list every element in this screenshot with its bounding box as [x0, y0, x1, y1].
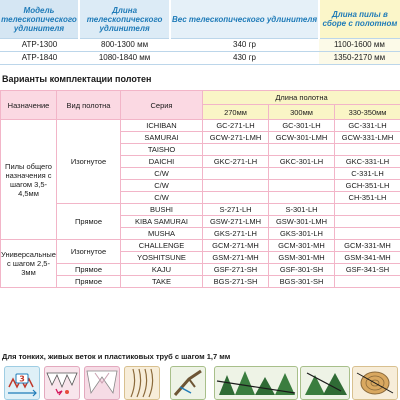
spec-header-weight: Вес телескопического удлинителя — [170, 0, 319, 39]
blade-type-cell: Прямое — [57, 264, 121, 276]
blade-code-cell: CH-351-LH — [335, 192, 400, 204]
spec-cell-model: ATP-1300 — [0, 39, 79, 52]
header-length-330: 330-350мм — [335, 105, 400, 120]
blade-code-cell — [269, 144, 335, 156]
pull-stroke-icon — [4, 366, 40, 400]
section-title: Варианты комплектации полотен — [2, 74, 152, 84]
header-blade-length: Длина полотна — [203, 91, 400, 105]
header-blade-type: Вид полотна — [57, 91, 121, 120]
blade-code-cell: GSM-301-MH — [269, 252, 335, 264]
blade-code-cell: GC-271-LH — [203, 120, 269, 132]
spec-cell-total-length: 1350-2170 мм — [319, 52, 400, 65]
spec-cell-total-length: 1100-1600 мм — [319, 39, 400, 52]
blade-code-cell: GCW-271-LMH — [203, 132, 269, 144]
blade-code-cell — [203, 180, 269, 192]
series-cell: YOSHITSUNE — [121, 252, 203, 264]
blade-code-cell: GSF-301-SH — [269, 264, 335, 276]
header-series: Серия — [121, 91, 203, 120]
spec-cell-length: 800-1300 мм — [79, 39, 170, 52]
spec-row — [0, 52, 400, 65]
series-cell: TAKE — [121, 276, 203, 288]
spec-cell-weight: 340 гр — [170, 39, 319, 52]
blade-code-cell: S-271-LH — [203, 204, 269, 216]
blade-code-cell — [335, 276, 400, 288]
blade-type-cell: Прямое — [57, 276, 121, 288]
blade-code-cell: GSW-271-LMH — [203, 216, 269, 228]
blade-code-cell — [203, 168, 269, 180]
pull-stroke-badge: 3 — [19, 374, 25, 384]
series-cell: C/W — [121, 180, 203, 192]
spec-header-model: Модель телескопического удлинителя — [0, 0, 79, 39]
series-cell: DAICHI — [121, 156, 203, 168]
spec-cell-model: ATP-1840 — [0, 52, 79, 65]
purpose-cell: Универсальные с шагом 2,5-3мм — [1, 240, 57, 288]
spec-cell-length: 1080-1840 мм — [79, 52, 170, 65]
header-purpose: Назначение — [1, 91, 57, 120]
blade-row — [1, 240, 400, 252]
series-cell: TAISHO — [121, 144, 203, 156]
branch-cut-icon — [170, 366, 206, 400]
purpose-cell: Пилы общего назначения с шагом 3,5-4,5мм — [1, 120, 57, 240]
blade-code-cell: GSF-271-SH — [203, 264, 269, 276]
blade-code-cell — [203, 192, 269, 204]
footnote: Для тонких, живых веток и пластиковых труб с шагом 1,7 мм — [2, 352, 231, 361]
blade-code-cell: GCM-301-MH — [269, 240, 335, 252]
blade-code-cell: GKC-331-LH — [335, 156, 400, 168]
blade-code-cell: S-301-LH — [269, 204, 335, 216]
series-cell: CHALLENGE — [121, 240, 203, 252]
extension-spec-table — [0, 0, 400, 65]
blade-code-cell: GSM-271-MH — [203, 252, 269, 264]
tooth-sparkle-icon — [44, 366, 80, 400]
blade-code-cell: GC-331-LH — [335, 120, 400, 132]
wood-grain-icon — [124, 366, 160, 400]
blade-code-cell: GKS-301-LH — [269, 228, 335, 240]
series-cell: MUSHA — [121, 228, 203, 240]
blade-code-cell — [269, 180, 335, 192]
spec-header-total-length: Длина пилы в сборе с полотном — [319, 0, 400, 39]
series-cell: SAMURAI — [121, 132, 203, 144]
log-section-icon — [352, 366, 398, 400]
blade-code-cell: GSW-301-LMH — [269, 216, 335, 228]
series-cell: KIBA SAMURAI — [121, 216, 203, 228]
blade-code-cell — [335, 216, 400, 228]
pruning-icon — [300, 366, 350, 400]
blade-code-cell — [203, 144, 269, 156]
spec-header-length: Длина телескопического удлинителя — [79, 0, 170, 39]
blade-code-cell: GSM-341-MH — [335, 252, 400, 264]
blade-code-cell — [269, 192, 335, 204]
tooth-profile-icon — [84, 366, 120, 400]
blade-code-cell — [269, 168, 335, 180]
blade-code-cell: GSF-341-SH — [335, 264, 400, 276]
blade-code-cell: GCM-271-MH — [203, 240, 269, 252]
blade-row — [1, 276, 400, 288]
blade-type-cell: Изогнутое — [57, 240, 121, 264]
spec-row — [0, 39, 400, 52]
blade-row — [1, 264, 400, 276]
blade-code-cell: GCH-351-LH — [335, 180, 400, 192]
series-cell: C/W — [121, 168, 203, 180]
header-length-270: 270мм — [203, 105, 269, 120]
blade-code-cell: GKC-271-LH — [203, 156, 269, 168]
blade-row — [1, 204, 400, 216]
blade-code-cell: GKS-271-LH — [203, 228, 269, 240]
blade-header-row — [1, 91, 400, 105]
series-cell: C/W — [121, 192, 203, 204]
blade-code-cell: GCM-331-MH — [335, 240, 400, 252]
series-cell: ICHIBAN — [121, 120, 203, 132]
tree-row-icon — [214, 366, 298, 400]
blade-code-cell: C-331-LH — [335, 168, 400, 180]
blade-code-cell: GCW-301-LMH — [269, 132, 335, 144]
series-cell: KAJU — [121, 264, 203, 276]
blade-code-cell: GKC-301-LH — [269, 156, 335, 168]
blade-type-cell: Изогнутое — [57, 120, 121, 204]
blade-table-body — [1, 120, 400, 288]
blade-code-cell: BGS-271-SH — [203, 276, 269, 288]
spec-cell-weight: 430 гр — [170, 52, 319, 65]
blade-row — [1, 120, 400, 132]
blade-code-cell — [335, 228, 400, 240]
blade-code-cell: GC-301-LH — [269, 120, 335, 132]
spec-header-row — [0, 0, 400, 39]
blade-code-cell: GCW-331-LMH — [335, 132, 400, 144]
feature-icon-strip — [0, 364, 400, 400]
blade-code-cell — [335, 204, 400, 216]
blade-code-cell: BGS-301-SH — [269, 276, 335, 288]
blade-type-cell: Прямое — [57, 204, 121, 240]
blade-options-table — [0, 90, 400, 288]
header-length-300: 300мм — [269, 105, 335, 120]
blade-code-cell — [335, 144, 400, 156]
series-cell: BUSHI — [121, 204, 203, 216]
